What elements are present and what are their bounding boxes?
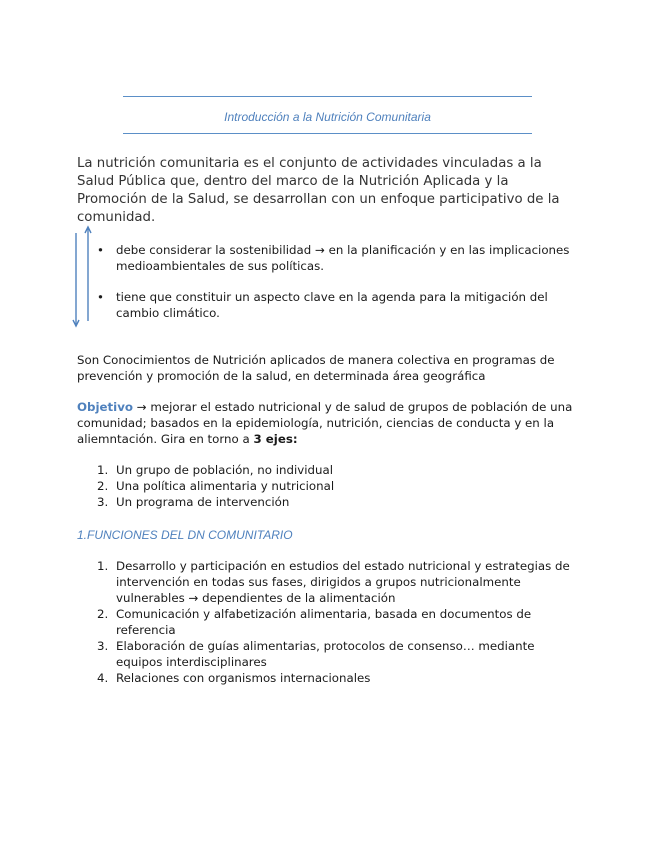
- bullet-icon: •: [97, 243, 104, 257]
- list-text: Un programa de intervención: [116, 495, 290, 509]
- list-text: Un grupo de población, no individual: [116, 463, 333, 477]
- list-number: 4.: [97, 671, 109, 685]
- bullet-text: debe considerar la sostenibilidad → en la planificación y en las implicaciones medioambientales de sus políticas.: [116, 243, 570, 273]
- header-top-rule: [123, 96, 532, 97]
- page-title: Introducción a la Nutrición Comunitaria: [224, 110, 431, 124]
- list-item: [77, 606, 577, 638]
- objetivo-label: Objetivo: [77, 400, 133, 414]
- list-number: 2.: [97, 607, 109, 621]
- list-text: Relaciones con organismos internacionales: [116, 671, 371, 685]
- funciones-list: [77, 558, 577, 686]
- list-item: [77, 638, 577, 670]
- list-number: 3.: [97, 639, 109, 653]
- sustainability-bullet-list: [97, 242, 587, 336]
- list-number: 3.: [97, 495, 109, 509]
- objetivo-emphasis: 3 ejes:: [253, 432, 298, 446]
- header-bottom-rule: [123, 133, 532, 134]
- list-text: Una política alimentaria y nutricional: [116, 479, 335, 493]
- list-text: Desarrollo y participación en estudios del estado nutricional y estrategias de intervención en todas sus fases, dirigidos a grupos nutricionalmente vulnerables → dependientes de la alimentación: [116, 559, 570, 605]
- list-number: 1.: [97, 463, 109, 477]
- list-text: Comunicación y alfabetización alimentaria, basada en documentos de referencia: [116, 607, 532, 637]
- list-item: [77, 670, 577, 686]
- bullet-icon: •: [97, 290, 104, 304]
- objetivo-text: → mejorar el estado nutricional y de salud de grupos de población de una comunidad; basados en la epidemiología, nutrición, ciencias de conducta y en la aliemntación. Gira en torno a: [77, 400, 573, 446]
- list-item: [77, 478, 577, 494]
- list-number: 2.: [97, 479, 109, 493]
- list-item: [97, 242, 587, 274]
- list-item: [77, 494, 577, 510]
- list-text: Elaboración de guías alimentarias, protocolos de consenso… mediante equipos interdisciplinares: [116, 639, 535, 669]
- funciones-heading: 1.FUNCIONES DEL DN COMUNITARIO: [77, 528, 293, 542]
- intro-paragraph: La nutrición comunitaria es el conjunto de actividades vinculadas a la Salud Pública que, dentro del marco de la Nutrición Aplicada y la Promoción de la Salud, se desarrollan con un enfoque participativo de la comunidad.: [77, 156, 560, 225]
- objetivo-paragraph: [77, 399, 582, 447]
- list-item: [77, 462, 577, 478]
- list-number: 1.: [97, 559, 109, 573]
- bullet-text: tiene que constituir un aspecto clave en la agenda para la mitigación del cambio climático.: [116, 290, 548, 320]
- ejes-list: [77, 462, 577, 510]
- conocimientos-paragraph: Son Conocimientos de Nutrición aplicados de manera colectiva en programas de prevención y promoción de la salud, en determinada área geográfica: [77, 353, 555, 383]
- list-item: [77, 558, 577, 606]
- list-item: [97, 289, 587, 321]
- up-down-arrows-icon: [70, 225, 96, 330]
